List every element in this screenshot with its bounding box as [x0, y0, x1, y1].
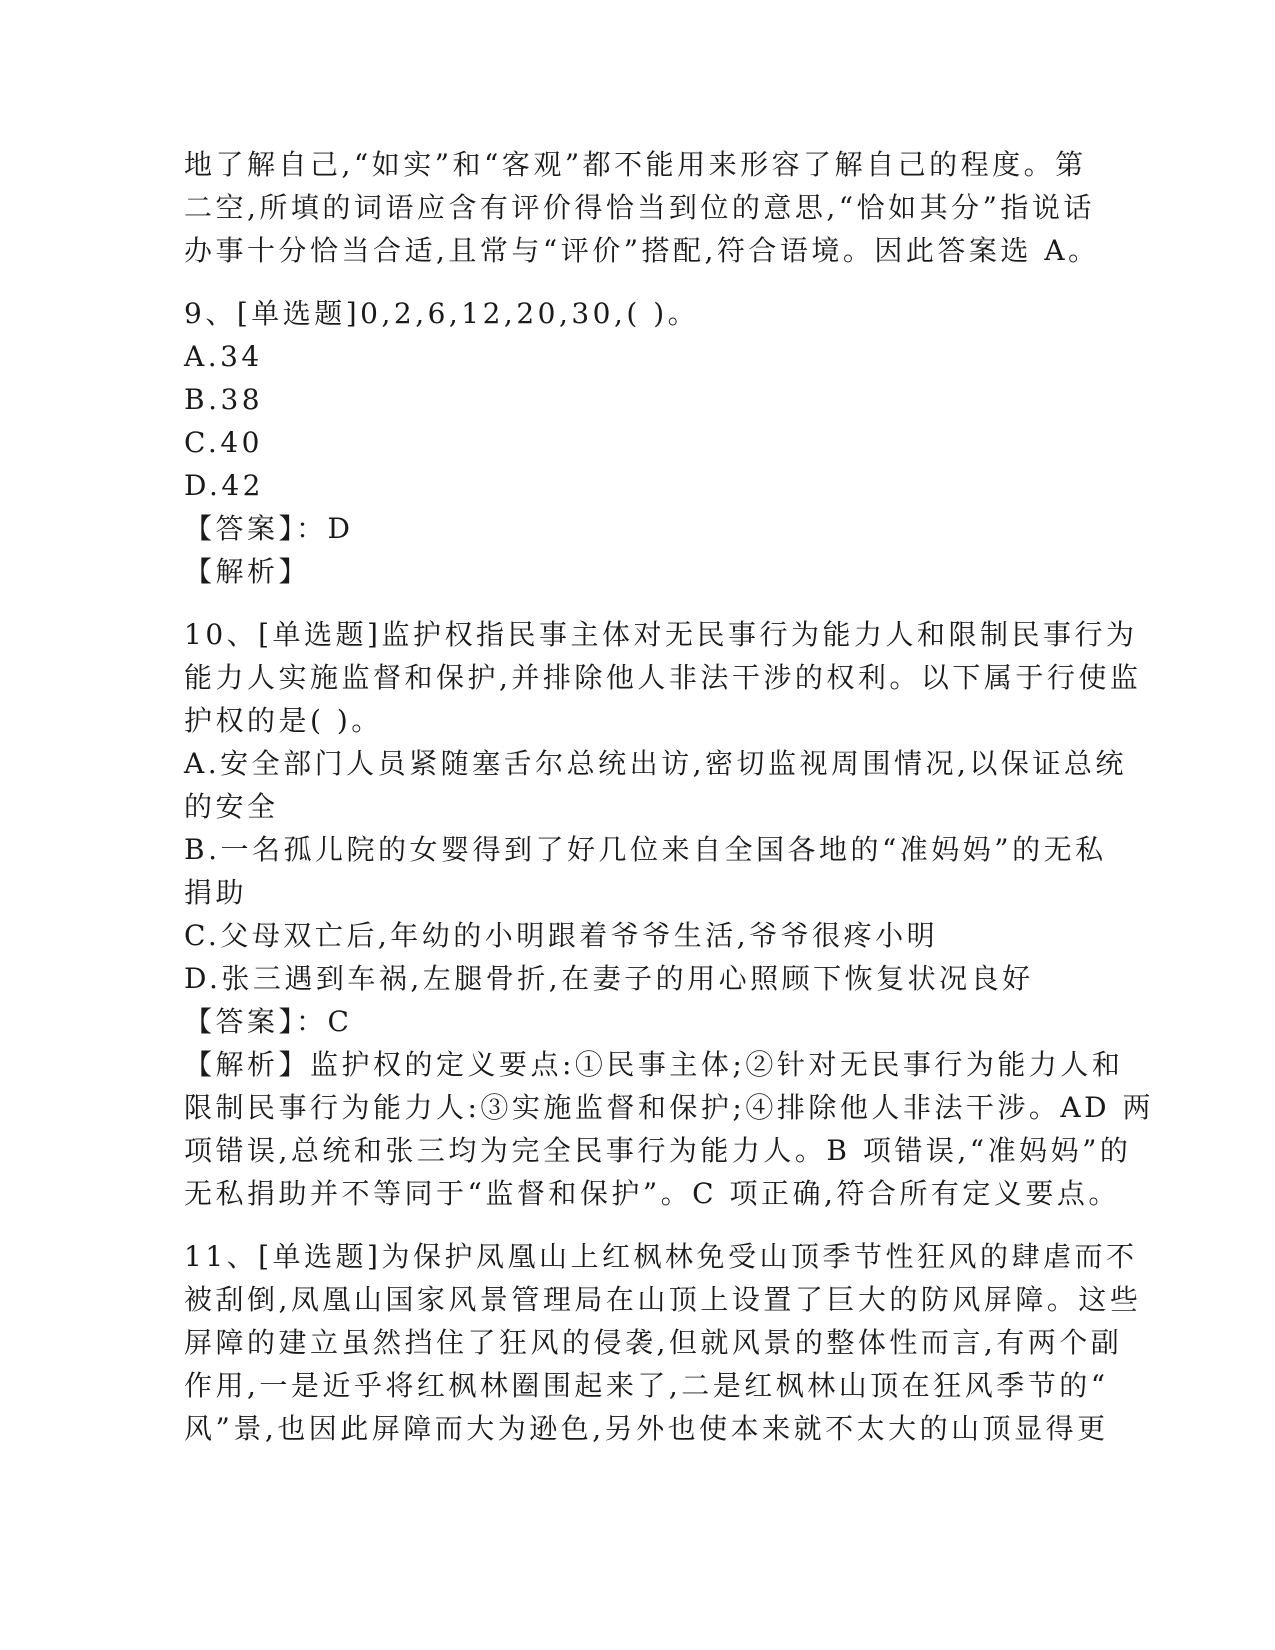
option-b: 捐助 — [184, 876, 248, 909]
option-a: A.安全部门人员紧随塞舌尔总统出访,密切监视周围情况,以保证总统 — [184, 747, 1127, 780]
text-line: 地了解自己,“如实”和“客观”都不能用来形容了解自己的程度。第 — [184, 148, 1087, 181]
analysis-text: 【解析】监护权的定义要点:①民事主体;②针对无民事行为能力人和 — [184, 1048, 1124, 1081]
text-line: 二空,所填的词语应含有评价得恰当到位的意思,“恰如其分”指说话 — [184, 191, 1095, 224]
q8-analysis-continuation — [184, 143, 1100, 272]
option-c: C.40 — [184, 426, 263, 459]
question-stem: 10、[单选题]监护权指民事主体对无民事行为能力人和限制民事行为 — [184, 618, 1138, 651]
analysis-text: 项错误,总统和张三均为完全民事行为能力人。B 项错误,“准妈妈”的 — [184, 1134, 1132, 1167]
answer-label: 【答案】：C — [184, 1005, 353, 1038]
option-a: A.34 — [184, 340, 263, 373]
question-10 — [184, 613, 1154, 1215]
option-a: 的安全 — [184, 790, 279, 823]
question-11 — [184, 1235, 1142, 1450]
question-stem: 能力人实施监督和保护,并排除他人非法干涉的权利。以下属于行使监 — [184, 661, 1142, 694]
question-stem: 11、[单选题]为保护凤凰山上红枫林免受山顶季节性狂风的肆虐而不 — [184, 1240, 1138, 1273]
option-d: D.张三遇到车祸,左腿骨折,在妻子的用心照顾下恢复状况良好 — [184, 962, 1034, 995]
question-stem: 风”景,也因此屏障而大为逊色,另外也使本来就不太大的山顶显得更 — [184, 1412, 1109, 1445]
question-stem: 作用,一是近乎将红枫林圈围起来了,二是红枫林山顶在狂风季节的“ — [184, 1369, 1109, 1402]
option-b: B.38 — [184, 383, 264, 416]
analysis-label: 【解析】 — [184, 555, 311, 588]
question-stem: 屏障的建立虽然挡住了狂风的侵袭,但就风景的整体性而言,有两个副 — [184, 1326, 1123, 1359]
option-b: B.一名孤儿院的女婴得到了好几位来自全国各地的“准妈妈”的无私 — [184, 833, 1107, 866]
question-stem: 护权的是( )。 — [184, 704, 383, 737]
option-d: D.42 — [184, 469, 264, 502]
question-stem: 9、[单选题]0,2,6,12,20,30,( )。 — [184, 297, 700, 330]
text-line: 办事十分恰当合适,且常与“评价”搭配,符合语境。因此答案选 A。 — [184, 234, 1100, 267]
question-stem: 被刮倒,凤凰山国家风景管理局在山顶上设置了巨大的防风屏障。这些 — [184, 1283, 1142, 1316]
analysis-text: 限制民事行为能力人:③实施监督和保护;④排除他人非法干涉。AD 两 — [184, 1091, 1154, 1124]
document-page — [184, 143, 1154, 1450]
analysis-text: 无私捐助并不等同于“监督和保护”。C 项正确,符合所有定义要点。 — [184, 1177, 1120, 1210]
option-c: C.父母双亡后,年幼的小明跟着爷爷生活,爷爷很疼小明 — [184, 919, 939, 952]
question-9 — [184, 292, 1084, 593]
answer-label: 【答案】：D — [184, 512, 354, 545]
